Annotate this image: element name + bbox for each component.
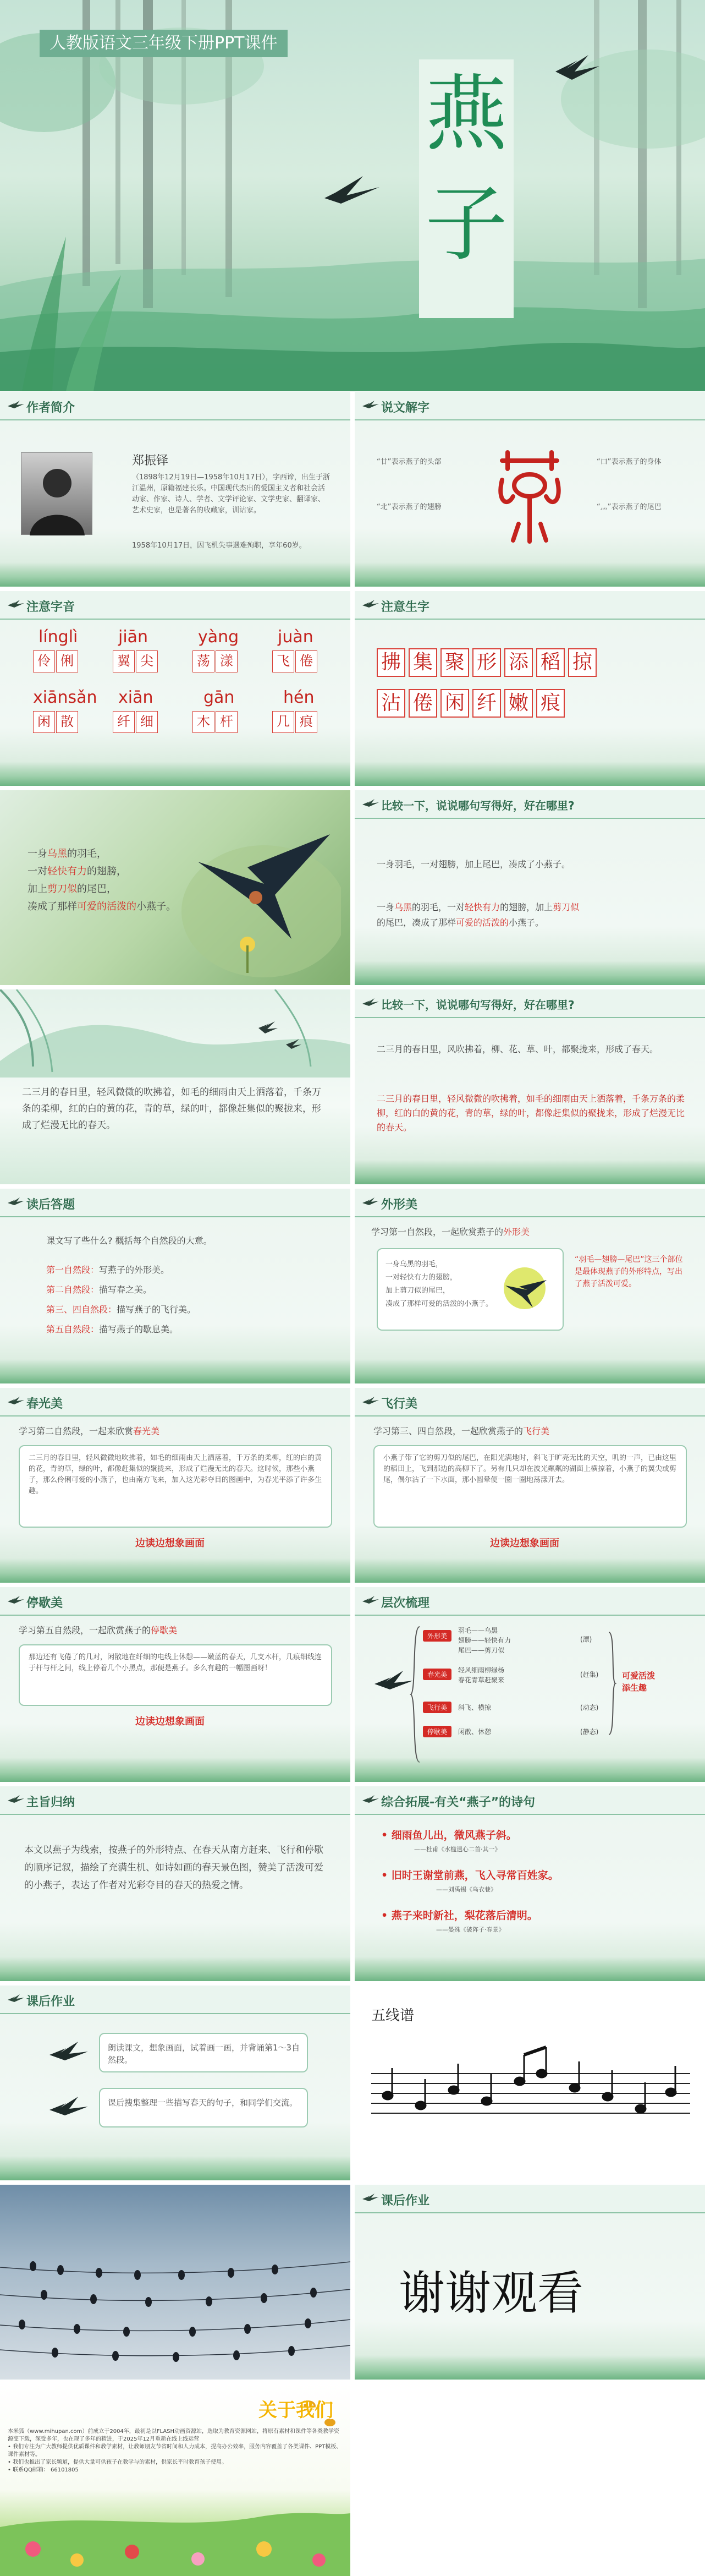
pinyin: línglì: [38, 627, 78, 647]
slide-about-us[interactable]: [0, 2384, 350, 2576]
char-cell: 木: [192, 711, 214, 733]
char-cell: 几: [272, 711, 294, 733]
slide-title: 飞行美: [381, 1397, 418, 1411]
poem-source: ——杜甫《水槛遣心二首·其一》: [414, 1846, 501, 1853]
grass-decoration: [0, 762, 350, 786]
poem-line: • 燕子来时新社，梨花落后清明。: [381, 1910, 538, 1922]
thanks-text: 谢谢观看: [399, 2266, 584, 2320]
slide-poems[interactable]: [355, 1786, 705, 1981]
slide-title: 春光美: [26, 1397, 63, 1411]
grass-decoration: [0, 1359, 350, 1383]
spring-paragraph: 二三月的春日里，轻风微微的吹拂着，如毛的细雨由天上洒落着，千条万条的柔柳，红的白的黄的花，青的草，绿的叶，都像赶集似的聚拢来，形成了烂漫无比的春天。: [22, 1087, 321, 1131]
char-cell: 荡: [192, 650, 214, 672]
poem-line: • 细雨鱼儿出，微风燕子斜。: [381, 1829, 517, 1841]
bracket-icon: [608, 1631, 616, 1736]
origin-label-wings: “北”表示燕子的翅膀: [377, 503, 442, 511]
about-text: 本米狐（www.mihupan.com）前成立于2004年，最初是以FLASH动画资源站，选取为教育资源网站，将原有素材和课件等各类教学资源变下载，深受多年，也在现了多年的精进，于2025年12月重新在线上线运营 • 我们专注为广大教师提供优质课件和教学素材，让教师朋友节省时间和人力成本，提高办公效率，服务内容覆盖了各类课件、PPT模板、课件素材等。 • 我们也推出了家长频道，提供大量可供孩子在教学与的素材，供家长平时教育孩子使用。 • 联系QQ邮箱： 66101805: [8, 2429, 342, 2473]
swallow-icon: [8, 1993, 24, 2005]
char-cell: 翼: [113, 650, 135, 672]
grass-decoration: [355, 961, 705, 985]
list-item: 第一自然段：写燕子的外形美。: [46, 1265, 170, 1275]
swallow-icon: [362, 798, 379, 810]
quote-text: 二三月的春日里，轻风微微地吹拂着，如毛的细雨由天上洒落着，千万条的柔柳，红的白的黄的花，青的草，绿的叶，都像赶集似的聚拢来，形成了烂漫无比的春天。这时候，那些小燕子，那么伶俐可爱的小燕子，也由南方飞来，加入这光彩夺目的图画中，为春光平添了许多生趣。: [29, 1454, 322, 1495]
poem-lines: 一身乌黑的羽毛， 一对轻快有力的翅膀， 加上剪刀似的尾巴， 凑成了那样可爱的活泼的小燕子。: [27, 848, 176, 912]
swallow-icon: [8, 1595, 24, 1607]
char-cell: 稻: [536, 648, 565, 677]
group-label: 停歇美: [423, 1726, 451, 1737]
grass-decoration: [0, 1558, 350, 1583]
char-cell: 沾: [377, 689, 405, 718]
author-name: 郑振铎: [132, 454, 169, 468]
char-cell: 倦: [295, 650, 317, 672]
list-item: 第五自然段：描写燕子的歇息美。: [46, 1324, 179, 1335]
staff-title: 五线谱: [371, 2008, 415, 2024]
caption: 边读边想象画面: [490, 1538, 559, 1549]
slide-title: 课后作业: [381, 2194, 430, 2208]
swallow-icon: [362, 1595, 379, 1607]
swallow-icon: [49, 2041, 88, 2068]
char-cell: 纤: [113, 711, 135, 733]
slide-title: 外形美: [381, 1198, 418, 1212]
swallow-icon: [362, 1396, 379, 1408]
slide-title: 作者简介: [26, 401, 75, 415]
author-photo: [21, 452, 92, 535]
group-tag: (漂): [580, 1636, 592, 1643]
group-items: 羽毛——乌黑 翅膀——轻快有力 尾巴——剪刀似: [458, 1627, 511, 1654]
quote-lines: 一身乌黑的羽毛， 一对轻快有力的翅膀， 加上剪刀似的尾巴， 凑成了那样可爱的活泼的小燕子。: [385, 1260, 493, 1308]
slide-new-characters[interactable]: [355, 591, 705, 786]
swallow-icon: [8, 599, 24, 611]
char-cell: 纤: [472, 689, 501, 718]
swallow-icon: [362, 1196, 379, 1208]
slide-title: 课后作业: [26, 1995, 75, 2009]
cover-title-char-2: 子: [425, 177, 508, 272]
slide-compare-1[interactable]: [355, 790, 705, 985]
pinyin: hén: [283, 688, 315, 707]
quote-box: [373, 1445, 687, 1528]
slide-title: 说文解字: [381, 401, 430, 415]
group-items: 闲散、休憩: [458, 1728, 492, 1736]
grass-decoration: [355, 2355, 705, 2380]
quote-box: [19, 1644, 332, 1706]
structure-summary: 可爱活泼 添生趣: [622, 1671, 656, 1693]
slide-questions[interactable]: [0, 1189, 350, 1383]
char-cell: 痕: [536, 689, 565, 718]
swallow-photo: [165, 801, 341, 977]
char-cell: 尖: [136, 650, 158, 672]
quote-text: 那边还有飞倦了的几对，闲散地在纤细的电线上休憩——嫩蓝的春天，几支木杆，几痕细线连于杆与杆之间，线上停着几个小黑点，那便是燕子。多么有趣的一幅图画呀！: [29, 1653, 322, 1672]
char-cell: 痕: [295, 711, 317, 733]
slide-character-origin[interactable]: [355, 392, 705, 587]
char-cell: 闲: [440, 689, 469, 718]
slide-staff[interactable]: [355, 1986, 705, 2180]
slide-title: 注意生字: [381, 600, 430, 614]
plain-sentence: 一身羽毛，一对翅膀，加上尾巴，凑成了小燕子。: [377, 859, 571, 869]
lead-text: 学习第二自然段，一起来欣赏春光美: [19, 1426, 160, 1436]
task-text: 朗读课文，想象画面，试着画一画，并背诵第1～3自然段。: [108, 2043, 300, 2065]
music-staff-icon: [371, 2035, 690, 2145]
group-tag: (静态): [580, 1728, 599, 1736]
swallow-icon: [362, 1794, 379, 1806]
rich-sentence-line-2: 的尾巴，凑成了那样可爱的活泼的小燕子。: [377, 917, 544, 928]
question: 课文写了些什么? 概括每个自然段的大意。: [46, 1235, 212, 1246]
slide-title: 注意字音: [26, 600, 75, 614]
rich-sentence: 二三月的春日里，轻风微微的吹拂着，如毛的细雨由天上洒落着，千条万条的柔柳，红的白的黄的花，青的草，绿的叶，都像赶集似的聚拢来，形成了烂漫无比的春天。: [377, 1093, 685, 1133]
char-cell: 倦: [409, 689, 437, 718]
slide-birds-on-wires[interactable]: [0, 2185, 350, 2380]
pinyin: xiān: [118, 688, 153, 707]
poem-source: ——晏殊《破阵子·春景》: [436, 1926, 505, 1933]
slide-thanks[interactable]: [355, 2185, 705, 2380]
char-cell: 集: [409, 648, 437, 677]
quote-box: [19, 1445, 332, 1528]
char-cell: 俐: [56, 650, 78, 672]
char-cell: 闲: [33, 711, 55, 733]
cover-slide[interactable]: [0, 0, 705, 391]
author-death: 1958年10月17日，因飞机失事遇难殉职，享年60岁。: [132, 542, 306, 550]
quote-text: 小燕子带了它的剪刀似的尾巴，在阳光满地时，斜飞于旷亮无比的天空，叽的一声，已由这里的稻田上，飞到那边的高柳下了。另有几只却在波光粼粼的湖面上横掠着，小燕子的翼尖或剪尾，偶尔沾了一下水面，那小圆晕便一圈一圈地荡漾开去。: [383, 1454, 677, 1484]
caption: 边读边想象画面: [135, 1716, 205, 1727]
slide-author[interactable]: [0, 392, 350, 587]
poem-list: [381, 1827, 559, 1935]
pinyin: gān: [203, 688, 235, 707]
swallow-icon: [8, 1196, 24, 1208]
char-cell: 伶: [33, 650, 55, 672]
grass-decoration: [355, 762, 705, 786]
char-cell: 添: [504, 648, 533, 677]
char-cell: 聚: [440, 648, 469, 677]
plain-sentence: 二三月的春日里，风吹拂着，柳、花、草、叶，都聚拢来，形成了春天。: [377, 1044, 659, 1054]
origin-label-body: “口”表示燕子的身体: [597, 458, 662, 466]
origin-label-tail: “灬”表示燕子的尾巴: [597, 503, 662, 511]
slide-title: 停歇美: [26, 1596, 63, 1610]
slide-homework[interactable]: [0, 1986, 350, 2180]
cover-scenery: [0, 0, 705, 391]
spring-landscape: [0, 989, 350, 1078]
new-chars-row-1: [377, 648, 600, 677]
char-cell: 嫩: [504, 689, 533, 718]
slide-pronunciation[interactable]: [0, 591, 350, 786]
task-box: [99, 2088, 308, 2127]
cover-banner: 人教版语文三年级下册PPT课件: [40, 30, 288, 57]
swallow-icon: [49, 2096, 88, 2123]
lead-text: 学习第三、四自然段，一起欣赏燕子的飞行美: [373, 1426, 550, 1436]
pinyin: juàn: [278, 627, 313, 647]
group-label: 外形美: [423, 1630, 451, 1642]
about-title: 关于我们: [258, 2399, 333, 2421]
swallow-icon: [8, 1794, 24, 1806]
bracket-icon: [410, 1626, 421, 1763]
answer-list: [46, 1260, 196, 1339]
seal-character-icon: [491, 441, 568, 546]
appearance-note: “羽毛—翅膀—尾巴”这三个部位是最体现燕子的外形特点，写出了燕子活泼可爱。: [575, 1255, 683, 1288]
lead-text: 学习第五自然段，一起欣赏燕子的停歇美: [19, 1625, 178, 1636]
task-text: 课后搜集整理一些描写春天的句子，和同学们交流。: [108, 2098, 298, 2108]
slide-spring-beauty[interactable]: [0, 1388, 350, 1583]
char-cell: 飞: [272, 650, 294, 672]
person-icon: [21, 453, 93, 535]
cover-title-char-1: 燕: [425, 67, 508, 162]
char-cell: 掠: [568, 648, 597, 677]
char-cell: 拂: [377, 648, 405, 677]
slide-title: 综合拓展-有关“燕子”的诗句: [381, 1796, 536, 1809]
grass-decoration: [355, 1558, 705, 1583]
new-chars-row-2: [377, 689, 568, 718]
swallow-icon: [362, 2192, 379, 2205]
caption: 边读边想象画面: [135, 1538, 205, 1549]
list-item: 第二自然段：描写春之美。: [46, 1284, 152, 1295]
slide-spring-scene[interactable]: [0, 989, 350, 1184]
slide-title: 比较一下，说说哪句写得好，好在哪里?: [381, 799, 575, 812]
swallow-moon-icon: [494, 1264, 555, 1313]
slide-title: 比较一下，说说哪句写得好，好在哪里?: [381, 998, 575, 1011]
swallow-icon: [8, 400, 24, 412]
group-tag: (动态): [580, 1704, 599, 1711]
grass-decoration: [0, 2156, 350, 2180]
origin-label-head: “廿”表示燕子的头部: [377, 458, 442, 466]
group-label: 春光美: [423, 1669, 451, 1680]
slide-appearance[interactable]: [355, 1189, 705, 1383]
group-items: 斜飞、横掠: [458, 1704, 492, 1711]
slide-swallow-photo[interactable]: [0, 790, 350, 985]
grass-decoration: [355, 1359, 705, 1383]
poem-source: ——刘禹锡《乌衣巷》: [436, 1886, 497, 1893]
slide-title: 主旨归纳: [26, 1796, 75, 1809]
swallow-icon: [8, 1396, 24, 1408]
char-cell: 漾: [216, 650, 238, 672]
grass-decoration: [355, 1758, 705, 1782]
grass-decoration: [355, 562, 705, 587]
slide-flight-beauty[interactable]: [355, 1388, 705, 1583]
swallow-icon: [362, 599, 379, 611]
grass-decoration: [0, 562, 350, 587]
slide-title: 层次梳理: [381, 1596, 430, 1610]
group-tag: (赶集): [580, 1671, 599, 1678]
main-idea-text: 本文以燕子为线索，按燕子的外形特点、在春天从南方赶来、飞行和停歇的顺序记叙，描绘了充满生机、如诗如画的春天景色图，赞美了活泼可爱的小燕子，表达了作者对光彩夺目的春天的热爱之情。: [24, 1845, 323, 1891]
pinyin: yàng: [198, 627, 239, 647]
grass-decoration: [355, 1160, 705, 1184]
group-items: 轻风细雨柳绿杨 春花青草赶聚来: [458, 1666, 505, 1684]
slide-compare-2[interactable]: [355, 989, 705, 1184]
swallow-icon: [374, 1670, 413, 1697]
poem-line: • 旧时王谢堂前燕，飞入寻常百姓家。: [381, 1869, 559, 1882]
rich-sentence-line-1: 一身乌黑的羽毛，一对轻快有力的翅膀，加上剪刀似: [377, 902, 580, 912]
quote-box: [377, 1248, 564, 1331]
swallow-icon: [362, 997, 379, 1009]
lead-text: 学习第一自然段，一起欣赏燕子的外形美: [371, 1227, 530, 1237]
grass-decoration: [0, 1758, 350, 1782]
task-box: [99, 2033, 308, 2072]
author-bio: （1898年12月19日—1958年10月17日），字西谛，出生于浙江温州，原籍福建长乐。中国现代杰出的爱国主义者和社会活动家、作家、诗人、学者、文学评论家、文学史家、翻译家、艺术史家，也是著名的收藏家，训诂家。: [132, 473, 330, 515]
char-cell: 散: [56, 711, 78, 733]
swallow-icon: [362, 400, 379, 412]
pinyin: jiān: [118, 627, 148, 647]
grass-decoration: [0, 1957, 350, 1981]
cover-title: [419, 59, 514, 318]
slide-rest-beauty[interactable]: [0, 1587, 350, 1782]
birds-on-wires-photo: [0, 2185, 350, 2380]
grass-decoration: [355, 1957, 705, 1981]
slide-structure[interactable]: [355, 1587, 705, 1782]
slide-title: 读后答题: [26, 1198, 75, 1212]
char-cell: 细: [136, 711, 158, 733]
char-cell: 形: [472, 648, 501, 677]
pinyin: xiānsǎn: [33, 688, 97, 707]
char-cell: 杆: [216, 711, 238, 733]
group-label: 飞行美: [423, 1702, 451, 1713]
slide-main-idea[interactable]: [0, 1786, 350, 1981]
list-item: 第三、四自然段：描写燕子的飞行美。: [46, 1304, 196, 1315]
